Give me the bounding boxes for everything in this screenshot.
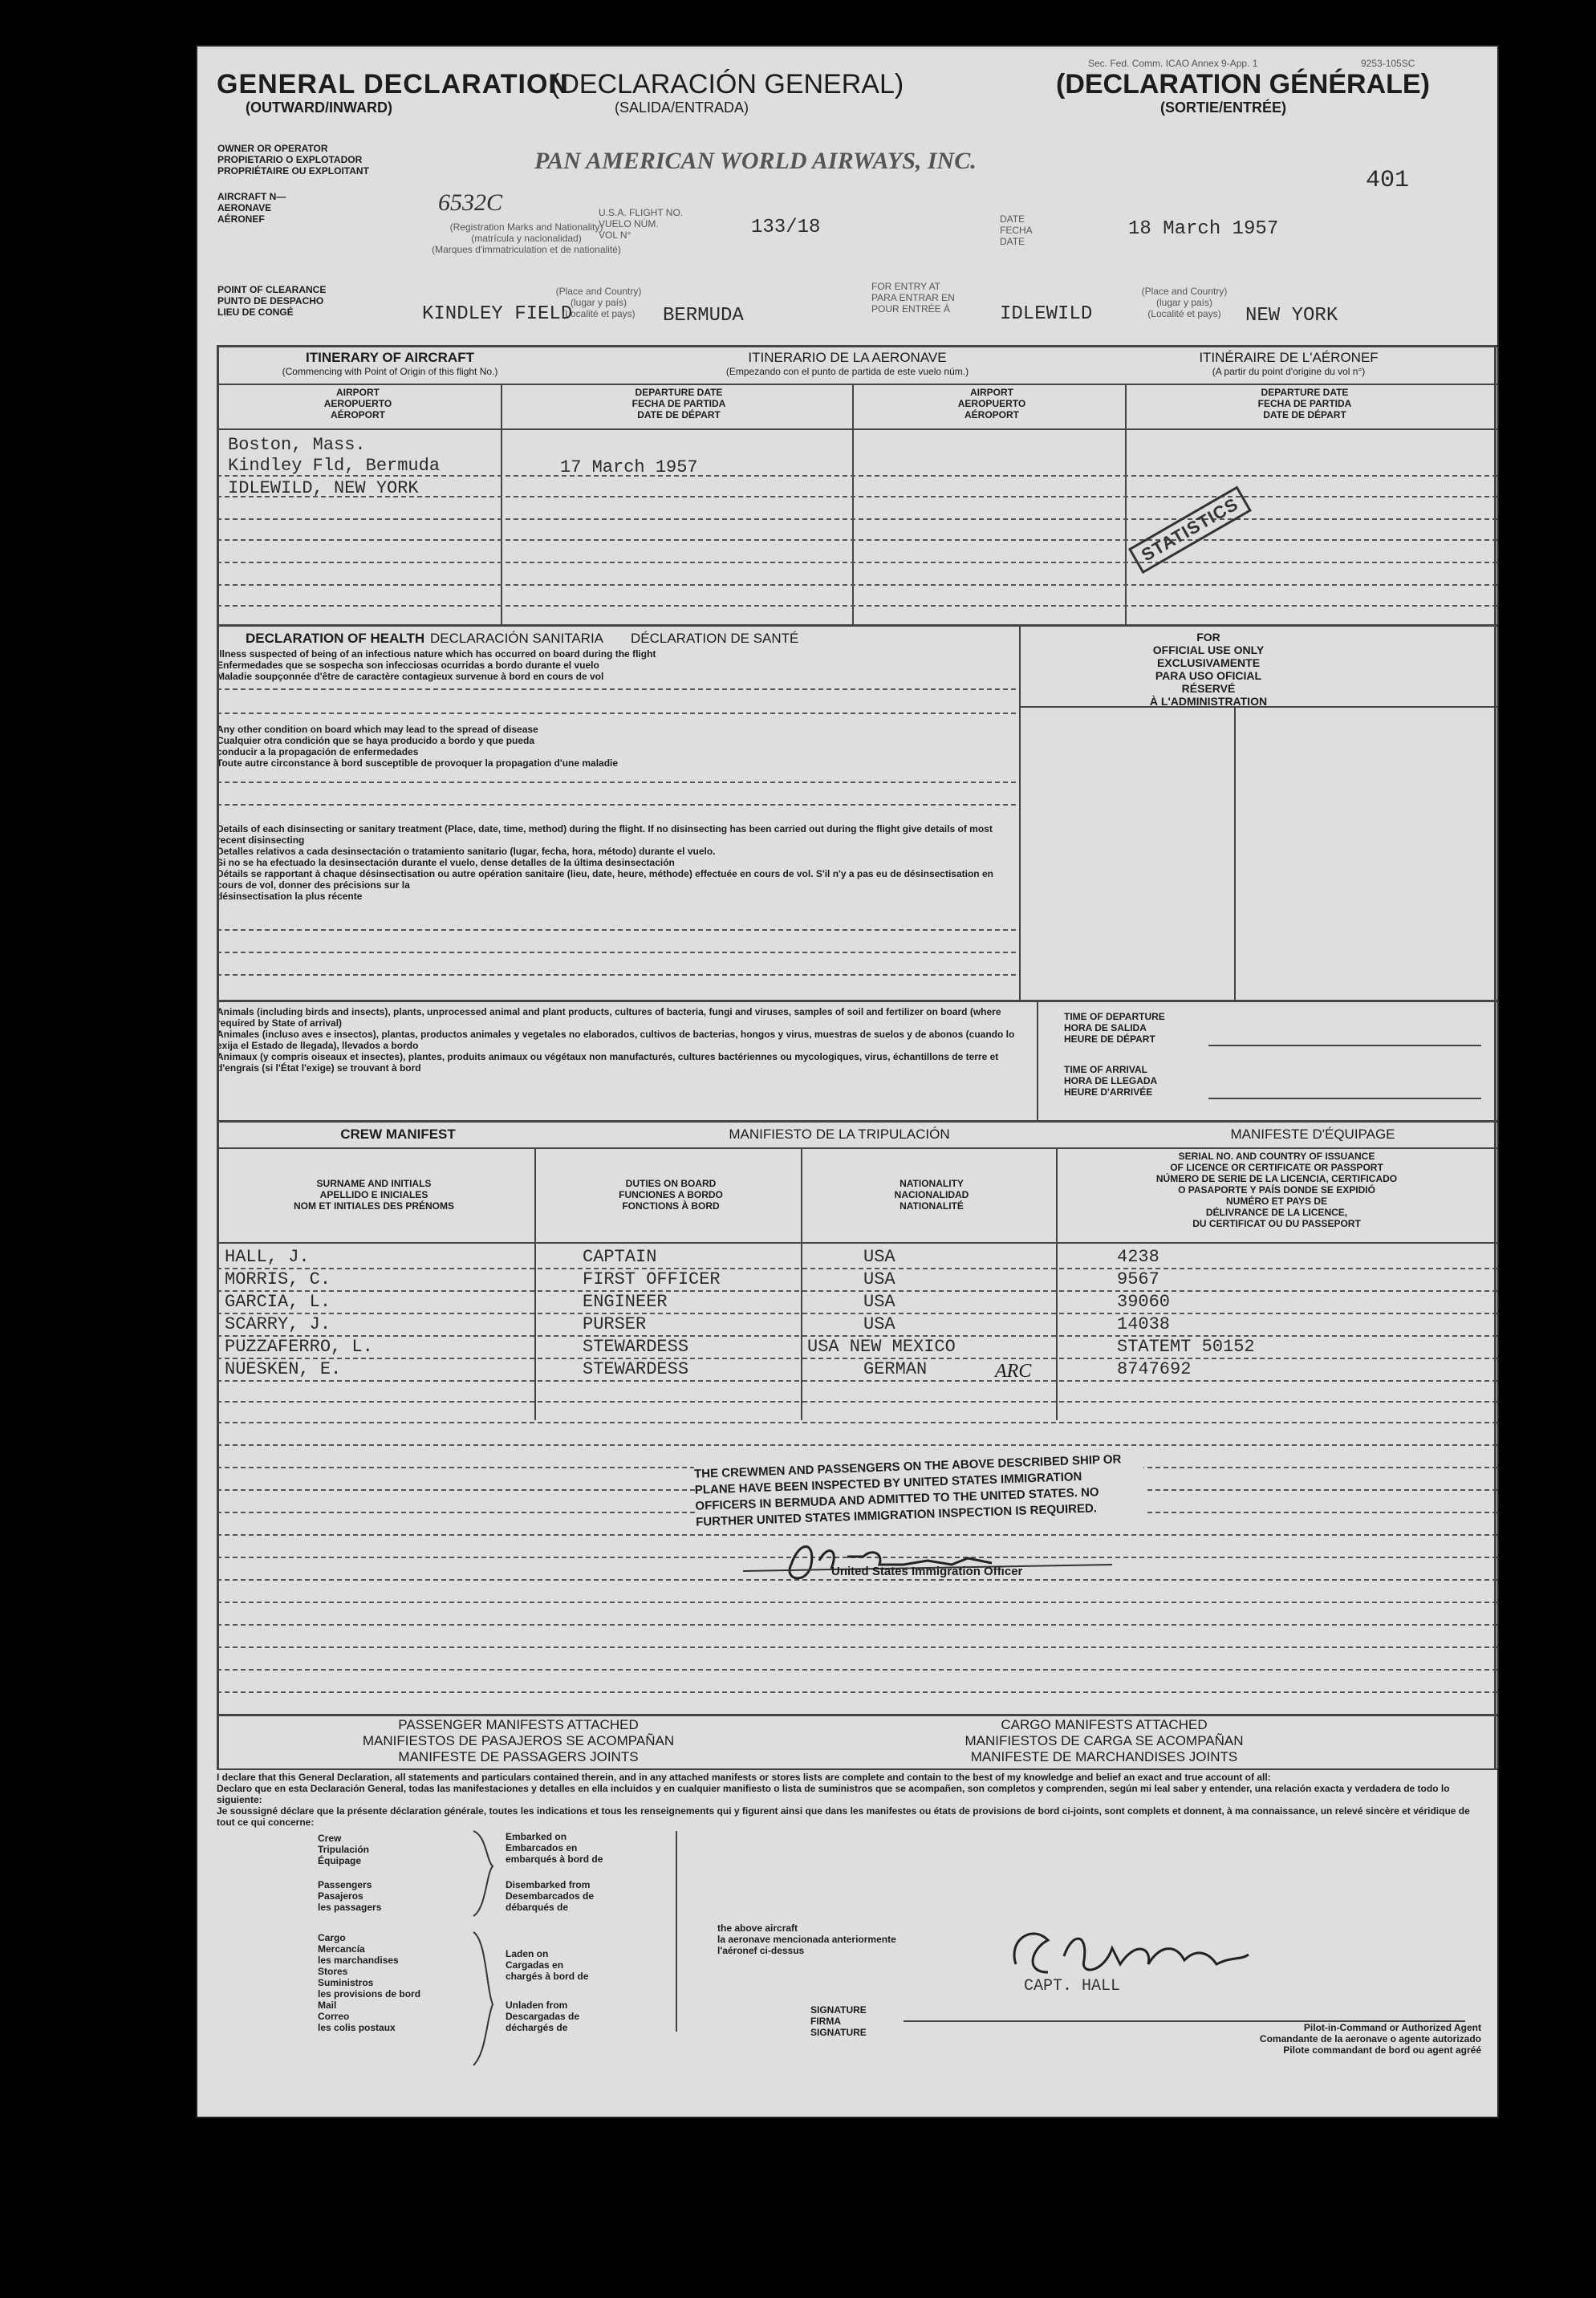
official-divider [1234, 706, 1236, 1000]
form-right-border [1494, 345, 1497, 1770]
official-rule [1019, 706, 1497, 708]
crew-row-rule [217, 1313, 1497, 1314]
declaration-unladen: Unladen from Descargadas de déchargés de [506, 2000, 580, 2033]
crew-row-rule [217, 1401, 1497, 1403]
aircraft-registration: 6532C [438, 189, 503, 216]
declaration-disembarked: Disembarked from Desembarcados de débarqués de [506, 1879, 595, 1913]
title-french: (DECLARATION GÉNÉRALE) [1056, 69, 1430, 99]
itinerary-subheading-en: (Commencing with Point of Origin of this flight No.) [282, 366, 498, 377]
crew-col-divider [534, 1147, 536, 1420]
health-divider [1019, 624, 1021, 1000]
departure-time-line [1208, 1045, 1481, 1046]
declaration-brace [676, 1831, 677, 2032]
crew-row-rule [217, 1268, 1497, 1269]
arrival-time-line [1208, 1098, 1481, 1099]
manifests-bottom-rule [217, 1768, 1497, 1770]
crew-licence-1: 4238 [1117, 1247, 1159, 1267]
annex-reference: Sec. Fed. Comm. ICAO Annex 9-App. 1 [1088, 58, 1258, 69]
itinerary-subheading-fr: (A partir du point d'origine du vol n°) [1212, 366, 1366, 377]
declaration-text: I declare that this General Declaration, all statements and particulars contained therein, and in any attached manifests or stores lists are complete and contain to the best of my knowledge and belief an exact and true account of all: Declaro que en esta Declaración General, todas las manifestaciones y detalles en ella incluidos y en cualquier manifiesto o lista de suministros que se acompañen, son completos y comprenden, según mi leal saber y entender, una relación exacta y verdadera de todo lo siguiente: Je soussigné déclare que la présente déclaration générale, toutes les indications et tous les renseignements qui y figurent ainsi que dans les manifestes ou états de provisions de bord ci-joints, sont complets et donnent, à ma connaissance, un relevé sincère et véridique de tout ce qui concerne: [217, 1772, 1470, 1828]
crew-header-rule [217, 1147, 1497, 1149]
itinerary-heading-es: ITINERARIO DE LA AERONAVE [748, 350, 947, 365]
itinerary-row-rule [217, 562, 1497, 563]
crew-col-duties: DUTIES ON BOARD FUNCIONES A BORDO FONCTIONS À BORD [619, 1178, 723, 1212]
entry-place-note: (Place and Country) (lugar y país) (Localité et pays) [1141, 286, 1228, 319]
crew-duty-2: FIRST OFFICER [583, 1269, 721, 1289]
cargo-manifests-en: CARGO MANIFESTS ATTACHED [1001, 1717, 1208, 1732]
subtitle-spanish: (SALIDA/ENTRADA) [615, 99, 749, 116]
crew-name-2: MORRIS, C. [225, 1269, 331, 1289]
itinerary-top-rule [217, 345, 1497, 347]
health-heading-fr: DÉCLARATION DE SANTÉ [631, 631, 799, 646]
crew-col-divider [801, 1147, 802, 1420]
declaration-brackets [470, 1828, 494, 2069]
signature-label: SIGNATURE FIRMA SIGNATURE [810, 2004, 867, 2038]
itinerary-subheading-es: (Empezando con el punto de partida de este vuelo núm.) [725, 366, 969, 377]
itinerary-heading-en: ITINERARY OF AIRCRAFT [306, 350, 474, 365]
crew-row-rule [217, 1358, 1497, 1359]
crew-licence-4: 14038 [1117, 1314, 1171, 1334]
itinerary-col-header-rule [217, 428, 1497, 430]
clearance-point: KINDLEY FIELD [422, 303, 573, 325]
aircraft-label: AIRCRAFT N— AERONAVE AÉRONEF [217, 191, 286, 225]
itinerary-row-rule [217, 496, 1497, 497]
crew-name-3: GARCIA, L. [225, 1292, 331, 1312]
manifests-top-rule [217, 1714, 1497, 1716]
general-declaration-form [197, 47, 1497, 2117]
health-rule [217, 688, 1016, 690]
crew-duty-4: PURSER [583, 1314, 647, 1334]
col-airport-1: AIRPORT AEROPUERTO AÉROPORT [323, 387, 392, 420]
clearance-place-note: (Place and Country) (lugar y país) (Localité et pays) [555, 286, 642, 319]
declaration-embarked: Embarked on Embarcados en embarqués à bord de [506, 1831, 603, 1865]
crew-row-rule [217, 1422, 1497, 1423]
itinerary-row-rule [217, 518, 1497, 520]
crew-row-rule [217, 1646, 1497, 1648]
flight-date: 18 March 1957 [1128, 218, 1279, 240]
date-label: DATE FECHA DATE [1000, 213, 1033, 247]
crew-row-rule [217, 1380, 1497, 1382]
health-rule [217, 929, 1016, 931]
clearance-country: BERMUDA [663, 305, 744, 327]
declaration-cargo: Cargo Mercancía les marchandises Stores Suministros les provisions de bord Mail Correo les colis postaux [318, 1932, 421, 2033]
crew-col-licence: SERIAL NO. AND COUNTRY OF ISSUANCE OF LICENCE OR CERTIFICATE OR PASSPORT NÚMERO DE SERIE DE LA LICENCIA, CERTIFICADO O PASAPORTE Y PAÍS DONDE SE EXPIDIÓ NUMÉRO ET PAYS DE DÉLIVRANCE DE LA LICENCE, DU CERTIFICAT OU DU PASSEPORT [1155, 1151, 1398, 1229]
health-heading-en: DECLARATION OF HEALTH [246, 631, 425, 646]
itinerary-row-rule [217, 539, 1497, 541]
declaration-crew: Crew Tripulación Équipage [318, 1833, 370, 1866]
crew-name-5: PUZZAFERRO, L. [225, 1337, 373, 1357]
crew-nationality-4: USA [863, 1314, 895, 1334]
itinerary-col-divider [852, 384, 854, 624]
subtitle-english: (OUTWARD/INWARD) [246, 99, 392, 116]
crew-col-divider [1056, 1147, 1058, 1420]
registration-note: (Registration Marks and Nationality) (matrícula y nacionalidad) (Marques d'immatriculation et de nationalité) [432, 221, 621, 255]
itinerary-airport-1: Boston, Mass. [228, 435, 366, 455]
health-heading-es: DECLARACIÓN SANITARIA [430, 631, 604, 646]
crew-nationality-6: GERMAN [863, 1359, 928, 1379]
health-rule [217, 974, 1016, 976]
crew-licence-3: 39060 [1117, 1292, 1171, 1312]
health-rule [217, 782, 1016, 783]
passenger-manifests-en: PASSENGER MANIFESTS ATTACHED [398, 1717, 639, 1732]
crew-nationality-3: USA [863, 1292, 895, 1312]
col-airport-2: AIRPORT AEROPUERTO AÉROPORT [957, 387, 1026, 420]
crew-top-rule [217, 1120, 1497, 1123]
immigration-officer-label: United States Immigration Officer [831, 1565, 1023, 1578]
crew-row-rule [217, 1602, 1497, 1603]
crew-col-header-rule [217, 1242, 1497, 1244]
form-left-border [217, 345, 219, 1770]
itinerary-airport-3: IDLEWILD, NEW YORK [228, 478, 419, 498]
itinerary-airport-2: Kindley Fld, Bermuda [228, 456, 441, 476]
cargo-manifests-es: MANIFIESTOS DE CARGA SE ACOMPAÑAN [965, 1733, 1244, 1748]
health-top-rule [217, 624, 1497, 627]
signature-name: CAPT. HALL [1024, 1977, 1121, 1996]
itinerary-col-divider [1125, 384, 1127, 624]
crew-row-rule [217, 1691, 1497, 1693]
animals-declaration: Animals (including birds and insects), plants, unprocessed animal and plant products, cultures of bacteria, fungi and viruses, samples of soil and fertilizer on board (where required by State of arrival) Animales (incluso aves e insectos), plantas, productos animales y vegetales no elaborados, cultivos de bacterias, hongos y virus, muestras de suelos y de abonos (cuando lo exija el Estado de llegada), llevados a bordo Animaux (y compris oiseaux et insectes), plantes, produits animaux ou végétaux non manufacturés, cultures bactériennes ou mycologiques, virus, échantillons de terre et d'engrais (si l'État l'exige) se trouvant à bord [217, 1006, 1015, 1074]
crew-name-1: HALL, J. [225, 1247, 310, 1267]
declaration-passengers: Passengers Pasajeros les passagers [318, 1879, 382, 1913]
cargo-manifests-fr: MANIFESTE DE MARCHANDISES JOINTS [970, 1749, 1238, 1764]
operator-value: PAN AMERICAN WORLD AIRWAYS, INC. [534, 148, 977, 174]
crew-nationality-2: USA [863, 1269, 895, 1289]
subtitle-french: (SORTIE/ENTRÉE) [1160, 99, 1287, 116]
crew-row-rule [217, 1624, 1497, 1626]
crew-col-nationality: NATIONALITY NACIONALIDAD NATIONALITÉ [894, 1178, 969, 1212]
operator-label: OWNER OR OPERATOR PROPIETARIO O EXPLOTADOR PROPRIÉTAIRE OU EXPLOITANT [217, 143, 369, 177]
declaration-above-aircraft: the above aircraft la aeronave mencionada anteriormente l'aéronef ci-dessus [717, 1922, 896, 1956]
crew-licence-6: 8747692 [1117, 1359, 1192, 1379]
crew-row-rule [217, 1669, 1497, 1671]
col-departure-2: DEPARTURE DATE FECHA DE PARTIDA DATE DE DÉPART [1257, 387, 1352, 420]
passenger-manifests-fr: MANIFESTE DE PASSAGERS JOINTS [398, 1749, 639, 1764]
official-use-label: FOR OFFICIAL USE ONLY EXCLUSIVAMENTE PARA USO OFICIAL RÉSERVÉ À L'ADMINISTRATION [1149, 631, 1268, 708]
crew-licence-2: 9567 [1117, 1269, 1159, 1289]
crew-row-rule [217, 1290, 1497, 1292]
itinerary-row-rule [217, 475, 1497, 477]
entry-country: NEW YORK [1245, 305, 1338, 327]
crew-duty-6: STEWARDESS [583, 1359, 689, 1379]
arrival-time-label: TIME OF ARRIVAL HORA DE LLEGADA HEURE D'ARRIVÉE [1064, 1064, 1158, 1098]
passenger-manifests-es: MANIFIESTOS DE PASAJEROS SE ACOMPAÑAN [362, 1733, 675, 1748]
crew-col-name: SURNAME AND INITIALS APELLIDO E INICIALES NOM ET INITIALES DES PRÉNOMS [293, 1178, 454, 1212]
departure-time-label: TIME OF DEPARTURE HORA DE SALIDA HEURE DE DÉPART [1064, 1011, 1165, 1045]
itinerary-col-divider [501, 384, 502, 624]
clearance-label: POINT OF CLEARANCE PUNTO DE DESPACHO LIEU DE CONGÉ [217, 284, 327, 318]
flight-number: 133/18 [751, 217, 821, 238]
entry-label: FOR ENTRY AT PARA ENTRAR EN POUR ENTRÉE À [871, 281, 955, 315]
flight-number-label: U.S.A. FLIGHT NO. VUELO NÚM. VOL N° [599, 207, 684, 241]
crew-licence-5: STATEMT 50152 [1117, 1337, 1255, 1357]
itinerary-row-rule [217, 584, 1497, 586]
title-spanish: (DECLARACIÓN GENERAL) [550, 69, 904, 99]
animals-divider [1037, 1000, 1038, 1120]
health-rule [217, 713, 1016, 714]
crew-arc-note: ARC [995, 1361, 1032, 1382]
crew-nationality-1: USA [863, 1247, 895, 1267]
statistics-stamp: STATISTICS [1128, 485, 1252, 574]
crew-heading-en: CREW MANIFEST [340, 1127, 456, 1142]
crew-duty-1: CAPTAIN [583, 1247, 657, 1267]
crew-duty-3: ENGINEER [583, 1292, 668, 1312]
crew-heading-fr: MANIFESTE D'ÉQUIPAGE [1230, 1127, 1395, 1142]
itinerary-row-rule [217, 605, 1497, 607]
crew-heading-es: MANIFIESTO DE LA TRIPULACIÓN [729, 1127, 950, 1142]
declaration-laden: Laden on Cargadas en chargés à bord de [506, 1948, 589, 1982]
health-rule [217, 952, 1016, 953]
health-question-illness: Illness suspected of being of an infectious nature which has occurred on board during the flight Enfermedades que se sospecha son infecciosas ocurridas a bordo durante el vuelo Maladie soupçonnée d'être de caractère contagieux survenue à bord en cours de vol [217, 648, 656, 682]
page-number: 401 [1366, 167, 1410, 194]
form-number: 9253-105SC [1361, 58, 1415, 69]
crew-name-4: SCARRY, J. [225, 1314, 331, 1334]
crew-name-6: NUESKEN, E. [225, 1359, 342, 1379]
itinerary-heading-fr: ITINÉRAIRE DE L'AÉRONEF [1199, 350, 1379, 365]
entry-point: IDLEWILD [1000, 303, 1093, 325]
crew-duty-5: STEWARDESS [583, 1337, 689, 1357]
crew-row-rule [217, 1444, 1497, 1446]
col-departure-1: DEPARTURE DATE FECHA DE PARTIDA DATE DE DÉPART [631, 387, 726, 420]
immigration-signature [743, 1533, 1112, 1589]
health-rule [217, 804, 1016, 806]
health-question-condition: Any other condition on board which may lead to the spread of disease Cualquier otra condición que se haya producido a bordo y que pueda conducir a la propagación de enfermedades Toute autre circonstance à bord susceptible de provoquer la propagation d'une maladie [217, 724, 619, 769]
health-question-disinsecting: Details of each disinsecting or sanitary treatment (Place, date, time, method) during the flight. If no disinsecting has been carried out during the flight give details of most recent disinsecting Detalles relativos a cada desinsectación o tratamiento sanitario (lugar, fecha, hora, método) durante el vuelo. Si no se ha efectuado la desinsectación durante el vuelo, dense detalles de la última desinsectación Détails se rapportant à chaque désinsectisation ou autre opération sanitaire (lieu, date, heure, méthode) effectuée en cours de vol. S'il n'y a pas eu de désinsectisation en cours de vol, donner des précisions sur la désinsectisation la plus récente [217, 823, 993, 902]
itinerary-date-2: 17 March 1957 [560, 457, 698, 477]
animals-top-rule [217, 1000, 1497, 1002]
pilot-in-command-label: Pilot-in-Command or Authorized Agent Comandante de la aeronave o agente autorizado Pilote commandant de bord ou agent agréé [1259, 2022, 1481, 2056]
immigration-stamp: THE CREWMEN AND PASSENGERS ON THE ABOVE DESCRIBED SHIP OR PLANE HAVE BEEN INSPECTED BY UNITED STATES IMMIGRATION OFFICERS IN BERMUDA AND ADMITTED TO THE UNITED STATES. NO FURTHER UNITED STATES IMMIGRATION INSPECTION IS REQUIRED. [694, 1451, 1145, 1530]
title-english: GENERAL DECLARATION [217, 69, 569, 99]
itinerary-header-rule [217, 384, 1497, 385]
crew-nationality-5: USA NEW MEXICO [807, 1337, 956, 1357]
